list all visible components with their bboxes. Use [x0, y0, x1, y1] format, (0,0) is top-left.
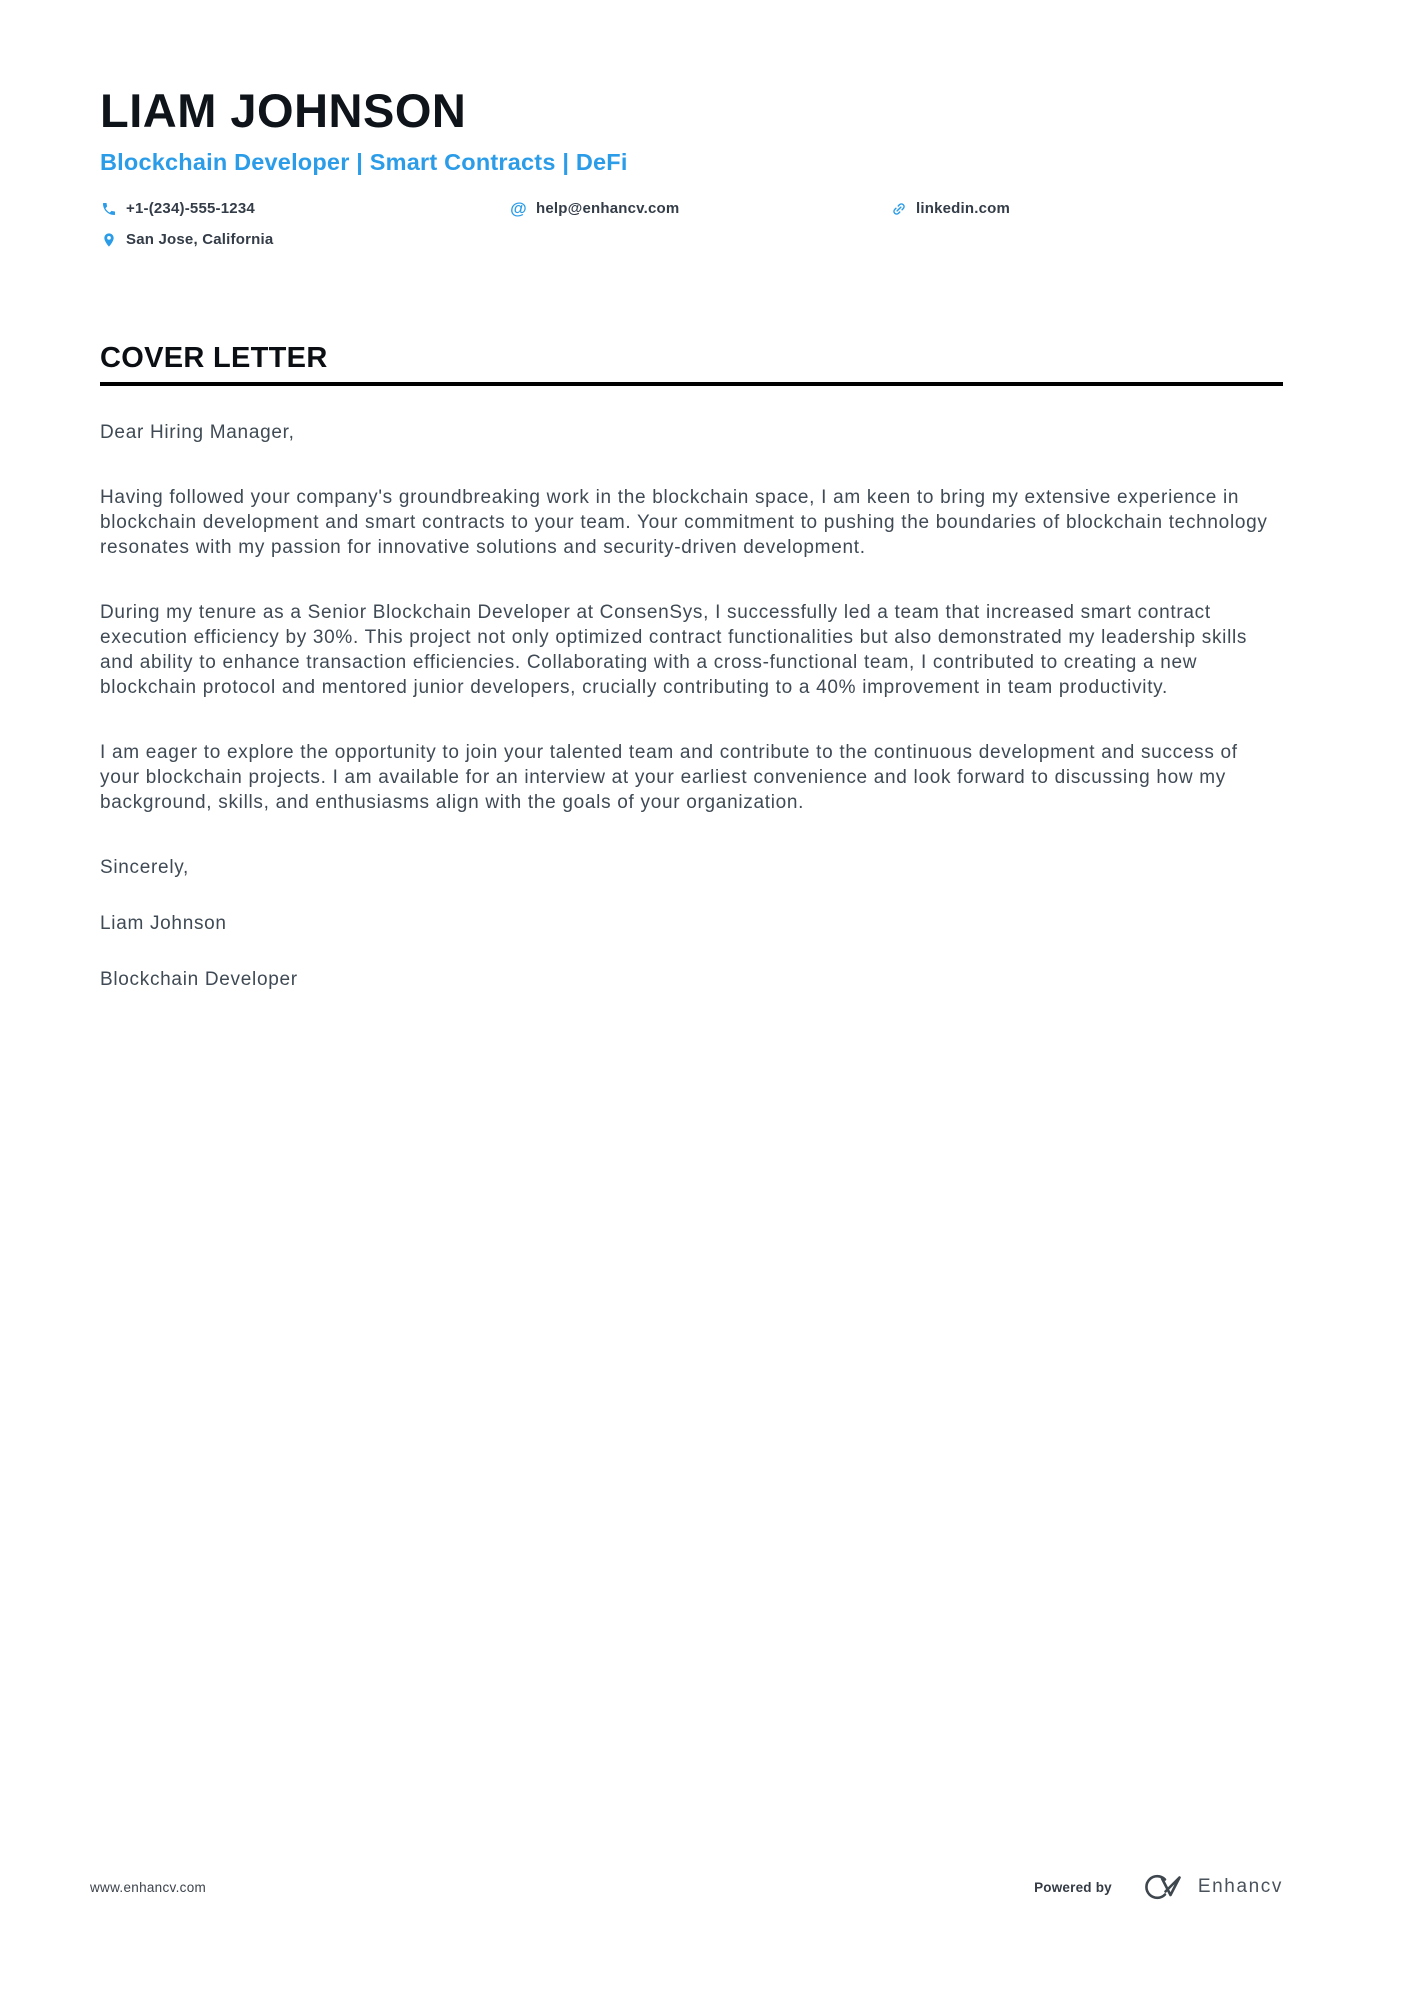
contact-phone[interactable]	[100, 200, 510, 217]
signature-name: Liam Johnson	[100, 913, 227, 935]
cover-letter-section	[100, 342, 1283, 992]
phone-icon	[100, 200, 117, 217]
enhancv-brand-name: Enhancv	[1197, 1876, 1283, 1897]
enhancv-brand-link[interactable]	[1138, 1871, 1283, 1903]
letter-paragraph: During my tenure as a Senior Blockchain Developer at ConsenSys, I successfully led a team that increased smart contract execution efficiency by 30%. This project not only optimized contract functionalities but also demonstrated my leadership skills and ability to enhance transaction efficiencies. Collaborating with a cross-functional team, I contributed to creating a new blockchain protocol and mentored junior developers, crucially contributing to a 40% improvement in team productivity.	[100, 602, 1248, 699]
header	[100, 86, 1283, 248]
signature-title: Blockchain Developer	[100, 969, 298, 991]
contact-email-label: help@enhancv.com	[536, 200, 680, 218]
contact-location	[100, 231, 510, 248]
location-pin-icon	[100, 231, 117, 248]
letter-body	[100, 420, 1283, 992]
letter-paragraph: Having followed your company's groundbreaking work in the blockchain space, I am keen to bring my extensive experience in blockchain development and smart contracts to your team. Your commitment to pushing the boundaries of blockchain technology resonates with my passion for innovative solutions and security-driven development.	[100, 487, 1268, 559]
at-sign-icon: @	[510, 199, 527, 219]
person-name: LIAM JOHNSON	[100, 84, 467, 137]
page-footer	[90, 1871, 1283, 1903]
powered-by-label: Powered by	[1034, 1879, 1112, 1895]
website-link[interactable]: www.enhancv.com	[90, 1879, 207, 1895]
contact-phone-label: +1-(234)-555-1234	[126, 200, 255, 218]
contact-linkedin[interactable]	[890, 200, 1283, 217]
page-content	[0, 0, 1410, 992]
letter-paragraph: I am eager to explore the opportunity to join your talented team and contribute to the continuous development and success of your blockchain projects. I am available for an interview at your earliest convenience and look forward to discussing how my background, skills, and enthusiasms align with the goals of your organization.	[100, 742, 1238, 814]
section-heading: COVER LETTER	[100, 342, 1283, 386]
letter-salutation: Dear Hiring Manager,	[100, 422, 295, 444]
contact-email[interactable]	[510, 200, 890, 217]
letter-closing: Sincerely,	[100, 857, 190, 879]
powered-by	[1034, 1871, 1283, 1903]
contact-linkedin-label: linkedin.com	[916, 200, 1011, 218]
link-icon	[890, 200, 907, 217]
contact-info	[100, 200, 1283, 248]
contact-location-label: San Jose, California	[126, 231, 274, 249]
enhancv-logo-icon	[1138, 1871, 1185, 1903]
person-job-title: Blockchain Developer | Smart Contracts | DeFi	[100, 149, 628, 176]
